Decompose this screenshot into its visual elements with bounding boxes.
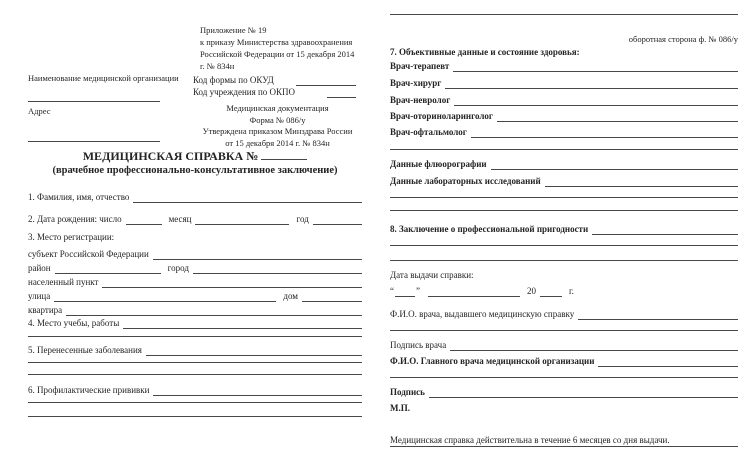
okud-label: Код формы по ОКУД — [193, 75, 274, 85]
blank-line — [390, 377, 738, 378]
validity-note-row — [390, 432, 738, 447]
field-district-city — [28, 262, 362, 274]
registration-label: 3. Место регистрации: — [28, 232, 115, 242]
form-subtitle: (врачебное профессионально-консультативное заключение) — [52, 165, 338, 176]
address-blank-line — [28, 141, 160, 142]
field-ophthalmologist — [390, 126, 738, 138]
neurologist-blank-line — [454, 104, 738, 106]
appendix-block — [200, 24, 362, 72]
appendix-line-1: Приложение № 19 — [200, 25, 267, 35]
field-vaccinations — [28, 384, 362, 396]
issue-date-heading — [390, 269, 738, 281]
doc-type-block — [193, 103, 362, 149]
signature-label: Подпись — [390, 387, 425, 397]
appendix-line-4: г. № 834н — [200, 61, 235, 71]
settlement-label: населенный пункт — [28, 277, 99, 287]
section7-label: 7. Объективные данные и состояние здоровья: — [390, 47, 580, 57]
district-label: район — [28, 263, 51, 273]
field-full-name — [28, 191, 362, 203]
otolaryngologist-blank-line — [497, 120, 738, 122]
doc-type-line-2: Форма № 086/у — [249, 114, 306, 125]
field-signature — [390, 386, 738, 398]
therapist-label: Врач-терапевт — [390, 61, 450, 71]
apartment-blank-line — [66, 314, 362, 316]
month-blank — [428, 295, 520, 297]
birth-day-blank — [126, 223, 162, 225]
lab-tests-label: Данные лабораторных исследований — [390, 176, 541, 186]
field-settlement — [28, 276, 362, 288]
region-blank-line — [153, 258, 362, 260]
fluorography-blank-line — [491, 168, 738, 170]
fitness-conclusion-label: 8. Заключение о профессиональной пригодности — [390, 224, 589, 234]
field-registration-heading — [28, 231, 362, 243]
doc-type-line-1: Медицинская документация — [226, 103, 329, 113]
close-quote: ” — [416, 286, 420, 296]
field-lab-tests — [390, 175, 738, 187]
okud-row — [193, 74, 356, 86]
region-label: субъект Российской Федерации — [28, 249, 149, 259]
birth-year-label: год — [296, 214, 309, 224]
field-otolaryngologist — [390, 110, 738, 122]
birth-month-blank — [195, 223, 289, 225]
blank-line — [390, 330, 738, 331]
city-blank — [193, 272, 362, 274]
study-work-blank-line — [123, 327, 362, 329]
blank-line — [390, 210, 738, 211]
doc-type-line-4: от 15 декабря 2014 г. № 834н — [225, 137, 330, 148]
surgeon-blank-line — [445, 87, 738, 89]
past-illnesses-label: 5. Перенесенные заболевания — [28, 345, 142, 355]
otolaryngologist-label: Врач-оториноларинголог — [390, 111, 493, 121]
okpo-label: Код учреждения по ОКПО — [193, 87, 296, 97]
blank-line — [28, 336, 362, 337]
issue-date-label: Дата выдачи справки: — [390, 270, 474, 280]
doc-type-line-3: Утверждена приказом Минздрава России — [202, 126, 353, 136]
chief-doctor-name-blank-line — [598, 365, 738, 367]
validity-note: Медицинская справка действительна в течение 6 месяцев со дня выдачи. — [390, 435, 670, 445]
day-blank — [395, 295, 415, 297]
field-neurologist — [390, 94, 738, 106]
ophthalmologist-label: Врач-офтальмолог — [390, 127, 467, 137]
vaccinations-label: 6. Профилактические прививки — [28, 385, 150, 395]
field-fitness-conclusion — [390, 223, 738, 235]
field-chief-doctor-name — [390, 355, 738, 367]
org-name-label: Наименование медицинской организации — [28, 73, 179, 83]
issuing-doctor-name-label: Ф.И.О. врача, выдавшего медицинскую справку — [390, 309, 575, 319]
fluorography-label: Данные флюорографии — [390, 159, 487, 169]
birth-year-blank — [313, 223, 362, 225]
district-blank — [55, 272, 161, 274]
chief-doctor-name-label: Ф.И.О. Главного врача медицинской организации — [390, 356, 595, 366]
org-name-blank-line — [28, 101, 160, 102]
settlement-blank-line — [102, 286, 362, 288]
city-label: город — [167, 263, 189, 273]
open-quote: “ — [390, 286, 394, 296]
birth-month-label: месяц — [168, 214, 192, 224]
blank-line — [28, 362, 362, 363]
blank-line — [390, 260, 738, 261]
appendix-line-2: к приказу Министерства здравоохранения — [200, 37, 353, 47]
past-illnesses-blank-line — [146, 354, 362, 356]
neurologist-label: Врач-невролог — [390, 95, 451, 105]
doctor-signature-blank-line — [450, 349, 738, 351]
house-blank — [302, 300, 362, 302]
house-label: дом — [283, 291, 298, 301]
stamp-row — [390, 402, 738, 414]
therapist-blank-line — [453, 70, 738, 72]
field-birth-date — [28, 213, 362, 225]
field-therapist — [390, 60, 738, 72]
year-blank — [540, 295, 562, 297]
field-fluorography — [390, 158, 738, 170]
blank-line — [28, 374, 362, 375]
full-name-blank-line — [133, 201, 362, 203]
full-name-label: 1. Фамилия, имя, отчество — [28, 192, 130, 202]
year-suffix: г. — [569, 286, 574, 296]
okpo-row — [193, 86, 356, 98]
appendix-line-3: Российской Федерации от 15 декабря 2014 — [200, 49, 355, 59]
fitness-conclusion-blank-line — [592, 233, 738, 235]
birth-day-label: 2. Дата рождения: число — [28, 214, 122, 224]
form-front-page — [28, 0, 362, 465]
field-surgeon — [390, 77, 738, 89]
field-study-work — [28, 317, 362, 329]
surgeon-label: Врач-хирург — [390, 78, 442, 88]
section7-heading — [390, 46, 738, 58]
lab-tests-blank-line — [545, 185, 738, 187]
form-title: МЕДИЦИНСКАЯ СПРАВКА № — [82, 149, 259, 163]
stamp-place-label: М.П. — [390, 403, 410, 413]
blank-line — [28, 402, 362, 403]
blank-line — [390, 245, 738, 246]
ophthalmologist-blank-line — [471, 136, 738, 138]
field-issuing-doctor-name — [390, 308, 738, 320]
address-label: Адрес — [28, 106, 51, 116]
vaccinations-blank-line — [153, 394, 362, 396]
street-blank — [54, 300, 276, 302]
issue-date-row — [390, 285, 738, 297]
blank-line — [390, 197, 738, 198]
street-label: улица — [28, 291, 51, 301]
okpo-blank-line — [327, 96, 356, 98]
certificate-number-blank — [261, 158, 307, 160]
field-doctor-signature — [390, 339, 738, 351]
field-street-house — [28, 290, 362, 302]
back-side-note: оборотная сторона ф. № 086/у — [628, 34, 738, 44]
signature-blank-line — [429, 396, 738, 398]
field-region — [28, 248, 362, 260]
blank-line — [390, 14, 738, 15]
doctor-signature-label: Подпись врача — [390, 340, 447, 350]
study-work-label: 4. Место учебы, работы — [28, 318, 120, 328]
blank-line — [28, 416, 362, 417]
field-past-illnesses — [28, 344, 362, 356]
apartment-label: квартира — [28, 305, 63, 315]
blank-line — [390, 149, 738, 150]
issuing-doctor-name-blank-line — [578, 318, 738, 320]
year-prefix: 20 — [527, 286, 536, 296]
form-title-row — [28, 149, 362, 164]
form-back-page — [390, 0, 738, 465]
field-apartment — [28, 304, 362, 316]
